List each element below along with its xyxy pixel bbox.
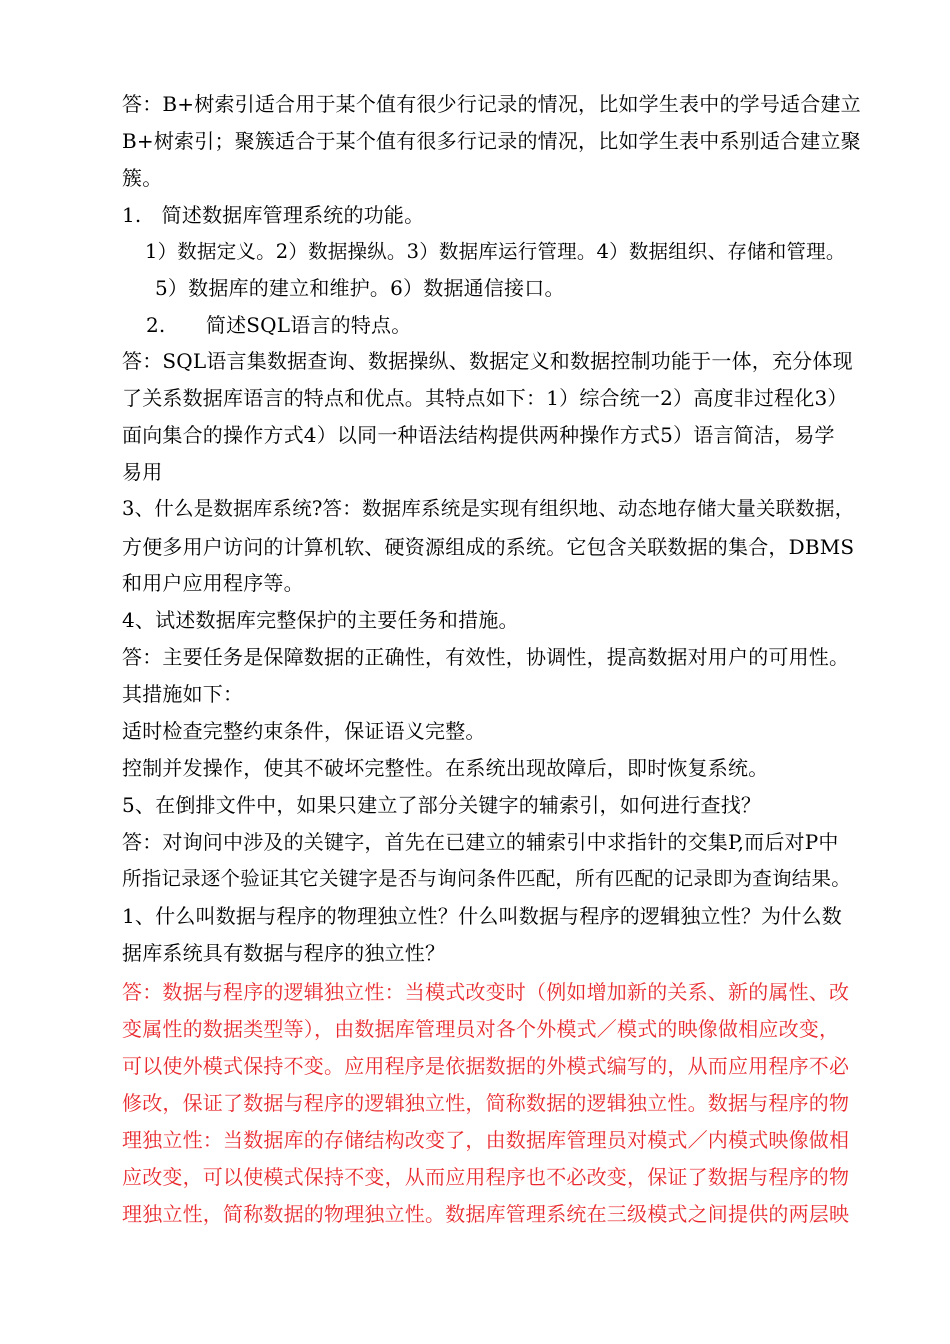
text-line: 和用户应用程序等。 — [122, 571, 304, 595]
text-line: 答：B+树索引适合用于某个值有很少行记录的情况，比如学生表中的学号适合建立 — [122, 92, 861, 116]
text-line: 1）数据定义。2）数据操纵。3）数据库运行管理。4）数据组织、存储和管理。 — [145, 240, 846, 263]
text-line: 答：SQL语言集数据查询、数据操纵、数据定义和数据控制功能于一体，充分体现 — [122, 349, 853, 373]
text-line: 5）数据库的建立和维护。6）数据通信接口。 — [155, 276, 565, 300]
text-line: 面向集合的操作方式4）以同一种语法结构提供两种操作方式5）语言简洁，易学 — [122, 423, 835, 447]
question-heading: 1. 简述数据库管理系统的功能。 — [122, 203, 425, 227]
text-line: 了关系数据库语言的特点和优点。其特点如下：1）综合统一2）高度非过程化3） — [122, 386, 848, 410]
highlighted-answer-line: 变属性的数据类型等），由数据库管理员对各个外模式／模式的映像做相应改变， — [122, 1017, 840, 1041]
text-line: 答：对询问中涉及的关键字，首先在已建立的辅索引中求指针的交集P,而后对P中 — [122, 830, 839, 854]
question-heading: 1、什么叫数据与程序的物理独立性？什么叫数据与程序的逻辑独立性？为什么数 — [122, 904, 842, 928]
question-heading: 5、在倒排文件中，如果只建立了部分关键字的辅索引，如何进行查找？ — [122, 793, 762, 817]
text-line: 答：主要任务是保障数据的正确性，有效性，协调性，提高数据对用户的可用性。 — [122, 645, 850, 669]
highlighted-answer-line: 可以使外模式保持不变。应用程序是依据数据的外模式编写的，从而应用程序不必 — [122, 1054, 850, 1078]
highlighted-answer-line: 理独立性：当数据库的存储结构改变了，由数据库管理员对模式／内模式映像做相 — [122, 1128, 850, 1152]
highlighted-answer-line: 应改变，可以使模式保持不变，从而应用程序也不必改变，保证了数据与程序的物 — [122, 1165, 850, 1189]
text-line: 其措施如下： — [122, 682, 244, 706]
text-line: 方便多用户访问的计算机软、硬资源组成的系统。它包含关联数据的集合，DBMS — [122, 535, 855, 559]
highlighted-answer-line: 理独立性，简称数据的物理独立性。数据库管理系统在三级模式之间提供的两层映 — [122, 1202, 850, 1226]
text-line: 簇。 — [122, 166, 163, 190]
text-line: 控制并发操作，使其不破坏完整性。在系统出现故障后，即时恢复系统。 — [122, 756, 769, 780]
text-line: B+树索引；聚簇适合于某个值有很多行记录的情况，比如学生表中系别适合建立聚 — [122, 129, 861, 153]
question-heading: 2. 简述SQL语言的特点。 — [146, 313, 412, 337]
question-heading: 3、什么是数据库系统?答：数据库系统是实现有组织地、动态地存储大量关联数据， — [122, 497, 855, 520]
text-line: 所指记录逐个验证其它关键字是否与询问条件匹配，所有匹配的记录即为查询结果。 — [122, 867, 851, 890]
text-line: 易用 — [122, 460, 163, 484]
highlighted-answer-line: 修改，保证了数据与程序的逻辑独立性，简称数据的逻辑独立性。数据与程序的物 — [122, 1091, 850, 1115]
question-heading: 据库系统具有数据与程序的独立性？ — [122, 941, 446, 965]
text-line: 适时检查完整约束条件，保证语义完整。 — [122, 719, 486, 743]
highlighted-answer-line: 答：数据与程序的逻辑独立性：当模式改变时（例如增加新的关系、新的属性、改 — [122, 980, 850, 1004]
question-heading: 4、试述数据库完整保护的主要任务和措施。 — [122, 608, 519, 632]
